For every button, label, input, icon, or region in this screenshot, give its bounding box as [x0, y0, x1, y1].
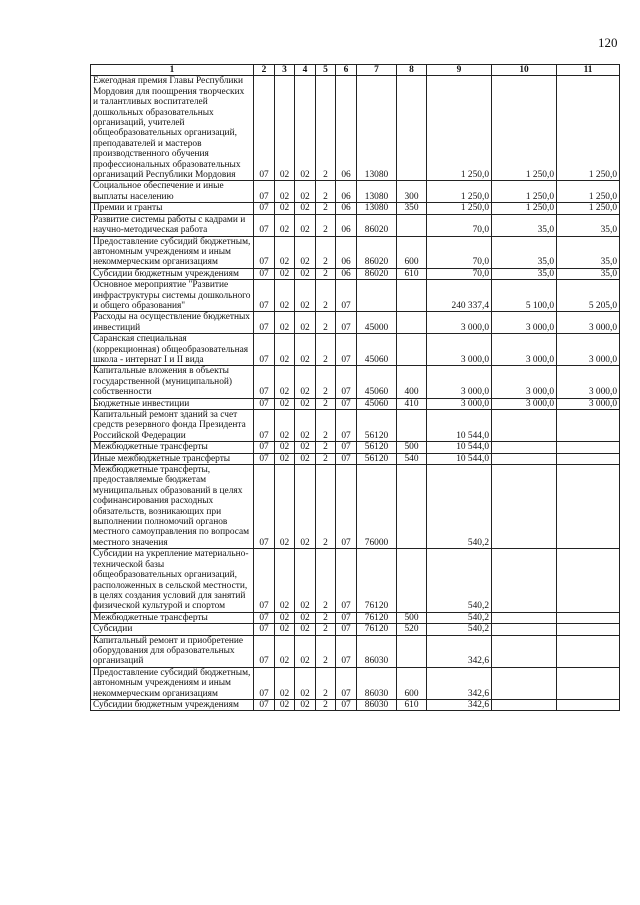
code-cell: 07 [254, 465, 275, 549]
code-cell: 07 [254, 635, 275, 667]
amount-cell: 342,6 [427, 667, 492, 699]
code-cell: 2 [316, 312, 336, 334]
code-cell [397, 214, 427, 236]
amount-cell [557, 699, 620, 710]
table-row [91, 398, 620, 409]
code-cell: 07 [336, 366, 357, 398]
code-cell: 02 [295, 549, 316, 612]
code-cell: 07 [254, 203, 275, 214]
table-row [91, 624, 620, 635]
code-cell: 86030 [357, 667, 397, 699]
row-name-cell: Субсидии бюджетным учреждениям [91, 268, 254, 279]
code-cell: 400 [397, 366, 427, 398]
code-cell: 07 [254, 268, 275, 279]
code-cell: 2 [316, 410, 336, 442]
code-cell: 07 [254, 181, 275, 203]
code-cell: 500 [397, 612, 427, 623]
code-cell: 610 [397, 699, 427, 710]
row-name-cell: Основное мероприятие "Развитие инфраструктуры системы дошкольного и общего образования" [91, 280, 254, 312]
amount-cell: 70,0 [427, 214, 492, 236]
row-name-cell: Социальное обеспечение и иные выплаты населению [91, 181, 254, 203]
code-cell: 06 [336, 268, 357, 279]
row-name-cell: Субсидии бюджетным учреждениям [91, 699, 254, 710]
row-name-cell: Ежегодная премия Главы Республики Мордовия для поощрения творческих и талантливых воспитателей дошкольных образовательных организаций, учителей общеобразовательных организаций, преподавателей и мастеров производственного обучения профессиональных образовательных организаций Республики Мордовия [91, 76, 254, 181]
header-cell: 9 [427, 65, 492, 76]
code-cell: 07 [254, 398, 275, 409]
code-cell: 13080 [357, 76, 397, 181]
code-cell: 2 [316, 442, 336, 453]
amount-cell: 10 544,0 [427, 410, 492, 442]
code-cell: 07 [254, 214, 275, 236]
amount-cell: 5 205,0 [557, 280, 620, 312]
code-cell: 300 [397, 181, 427, 203]
row-name-cell: Предоставление субсидий бюджетным, автономным учреждениям и иным некоммерческим организациям [91, 667, 254, 699]
code-cell: 02 [275, 280, 295, 312]
code-cell: 2 [316, 635, 336, 667]
code-cell: 02 [275, 268, 295, 279]
amount-cell [492, 612, 557, 623]
table-row [91, 236, 620, 268]
header-cell: 8 [397, 65, 427, 76]
code-cell: 02 [295, 268, 316, 279]
code-cell: 07 [254, 76, 275, 181]
amount-cell: 10 544,0 [427, 453, 492, 464]
amount-cell: 10 544,0 [427, 442, 492, 453]
code-cell: 02 [275, 442, 295, 453]
code-cell: 2 [316, 280, 336, 312]
amount-cell [557, 465, 620, 549]
amount-cell: 1 250,0 [557, 203, 620, 214]
amount-cell [557, 667, 620, 699]
amount-cell: 3 000,0 [427, 334, 492, 366]
code-cell: 07 [336, 624, 357, 635]
header-cell: 6 [336, 65, 357, 76]
table-row [91, 268, 620, 279]
amount-cell [557, 549, 620, 612]
code-cell: 02 [295, 236, 316, 268]
code-cell: 02 [295, 214, 316, 236]
code-cell: 02 [295, 442, 316, 453]
code-cell: 02 [295, 76, 316, 181]
code-cell: 410 [397, 398, 427, 409]
amount-cell: 70,0 [427, 236, 492, 268]
code-cell: 540 [397, 453, 427, 464]
amount-cell: 35,0 [492, 236, 557, 268]
code-cell [357, 280, 397, 312]
code-cell: 02 [275, 214, 295, 236]
code-cell: 02 [275, 76, 295, 181]
code-cell: 07 [254, 334, 275, 366]
amount-cell: 3 000,0 [492, 366, 557, 398]
amount-cell: 70,0 [427, 268, 492, 279]
code-cell: 07 [336, 410, 357, 442]
code-cell [397, 635, 427, 667]
code-cell: 600 [397, 236, 427, 268]
code-cell: 07 [254, 280, 275, 312]
amount-cell: 540,2 [427, 549, 492, 612]
code-cell: 07 [336, 334, 357, 366]
code-cell: 06 [336, 236, 357, 268]
amount-cell: 540,2 [427, 612, 492, 623]
amount-cell: 3 000,0 [492, 334, 557, 366]
code-cell: 2 [316, 203, 336, 214]
code-cell: 76000 [357, 465, 397, 549]
code-cell: 45060 [357, 334, 397, 366]
code-cell: 2 [316, 667, 336, 699]
code-cell: 13080 [357, 203, 397, 214]
code-cell: 86030 [357, 635, 397, 667]
code-cell: 06 [336, 203, 357, 214]
code-cell: 07 [254, 236, 275, 268]
table-row [91, 181, 620, 203]
header-cell: 7 [357, 65, 397, 76]
amount-cell [557, 612, 620, 623]
amount-cell [492, 624, 557, 635]
amount-cell: 342,6 [427, 635, 492, 667]
code-cell: 02 [295, 699, 316, 710]
row-name-cell: Капитальный ремонт зданий за счет средств резервного фонда Президента Российской Федерации [91, 410, 254, 442]
header-cell: 10 [492, 65, 557, 76]
code-cell: 02 [295, 453, 316, 464]
amount-cell [492, 699, 557, 710]
page-number: 120 [598, 35, 618, 50]
amount-cell: 3 000,0 [427, 312, 492, 334]
header-row [91, 65, 620, 76]
code-cell: 45060 [357, 366, 397, 398]
table-row [91, 410, 620, 442]
amount-cell: 35,0 [557, 268, 620, 279]
row-name-cell: Капитальные вложения в объекты государственной (муниципальной) собственности [91, 366, 254, 398]
table-row [91, 214, 620, 236]
code-cell: 86020 [357, 236, 397, 268]
amount-cell: 1 250,0 [427, 76, 492, 181]
code-cell: 2 [316, 214, 336, 236]
code-cell: 500 [397, 442, 427, 453]
amount-cell [557, 442, 620, 453]
code-cell: 2 [316, 699, 336, 710]
table-row [91, 203, 620, 214]
amount-cell [492, 410, 557, 442]
code-cell: 2 [316, 398, 336, 409]
code-cell [397, 280, 427, 312]
code-cell: 07 [336, 699, 357, 710]
row-name-cell: Саранская специальная (коррекционная) общеобразовательная школа - интернат I и II вида [91, 334, 254, 366]
code-cell: 02 [295, 667, 316, 699]
amount-cell: 3 000,0 [557, 312, 620, 334]
code-cell: 2 [316, 549, 336, 612]
amount-cell: 240 337,4 [427, 280, 492, 312]
row-name-cell: Развитие системы работы с кадрами и научно-методическая работа [91, 214, 254, 236]
code-cell: 07 [254, 612, 275, 623]
header-cell: 5 [316, 65, 336, 76]
row-name-cell: Межбюджетные трансферты [91, 442, 254, 453]
amount-cell [492, 635, 557, 667]
code-cell [397, 312, 427, 334]
code-cell: 02 [275, 635, 295, 667]
code-cell [397, 76, 427, 181]
amount-cell: 1 250,0 [557, 76, 620, 181]
header-cell: 4 [295, 65, 316, 76]
amount-cell: 3 000,0 [557, 398, 620, 409]
amount-cell: 3 000,0 [427, 366, 492, 398]
code-cell: 2 [316, 268, 336, 279]
table-row [91, 366, 620, 398]
code-cell: 610 [397, 268, 427, 279]
code-cell: 350 [397, 203, 427, 214]
amount-cell [492, 442, 557, 453]
row-name-cell: Капитальный ремонт и приобретение оборудования для образовательных организаций [91, 635, 254, 667]
code-cell: 86020 [357, 268, 397, 279]
code-cell: 02 [295, 410, 316, 442]
code-cell: 45000 [357, 312, 397, 334]
code-cell: 2 [316, 181, 336, 203]
code-cell [397, 465, 427, 549]
code-cell: 06 [336, 214, 357, 236]
code-cell: 02 [275, 181, 295, 203]
code-cell: 02 [275, 624, 295, 635]
code-cell: 86030 [357, 699, 397, 710]
table-row [91, 549, 620, 612]
code-cell: 02 [275, 549, 295, 612]
amount-cell: 3 000,0 [492, 312, 557, 334]
code-cell: 07 [254, 410, 275, 442]
code-cell: 2 [316, 624, 336, 635]
amount-cell [557, 410, 620, 442]
header-cell: 1 [91, 65, 254, 76]
amount-cell: 342,6 [427, 699, 492, 710]
table-row [91, 465, 620, 549]
amount-cell [492, 549, 557, 612]
amount-cell: 1 250,0 [492, 76, 557, 181]
header-cell: 3 [275, 65, 295, 76]
table-row [91, 312, 620, 334]
row-name-cell: Расходы на осуществление бюджетных инвестиций [91, 312, 254, 334]
code-cell: 02 [295, 465, 316, 549]
code-cell: 07 [254, 442, 275, 453]
table-row [91, 453, 620, 464]
code-cell: 2 [316, 453, 336, 464]
table-row [91, 280, 620, 312]
code-cell: 2 [316, 465, 336, 549]
amount-cell: 3 000,0 [427, 398, 492, 409]
amount-cell: 1 250,0 [492, 203, 557, 214]
header-cell: 11 [557, 65, 620, 76]
amount-cell: 540,2 [427, 465, 492, 549]
row-name-cell: Иные межбюджетные трансферты [91, 453, 254, 464]
code-cell: 86020 [357, 214, 397, 236]
amount-cell: 35,0 [492, 268, 557, 279]
code-cell: 02 [275, 699, 295, 710]
amount-cell [557, 453, 620, 464]
code-cell: 02 [295, 203, 316, 214]
code-cell: 02 [275, 465, 295, 549]
code-cell: 02 [275, 236, 295, 268]
code-cell: 45060 [357, 398, 397, 409]
code-cell: 02 [295, 280, 316, 312]
code-cell: 56120 [357, 442, 397, 453]
row-name-cell: Бюджетные инвестиции [91, 398, 254, 409]
code-cell [397, 334, 427, 366]
code-cell: 07 [336, 453, 357, 464]
code-cell: 07 [336, 612, 357, 623]
code-cell: 06 [336, 76, 357, 181]
code-cell: 07 [254, 549, 275, 612]
table-row [91, 442, 620, 453]
table-row [91, 667, 620, 699]
code-cell: 02 [275, 398, 295, 409]
amount-cell [492, 465, 557, 549]
code-cell: 07 [254, 453, 275, 464]
code-cell: 02 [295, 366, 316, 398]
code-cell: 07 [254, 366, 275, 398]
code-cell: 02 [295, 181, 316, 203]
row-name-cell: Субсидии на укрепление материально-технической базы общеобразовательных организаций, расположенных в сельской местности, в целях создания условий для занятий физической культурой и спортом [91, 549, 254, 612]
code-cell: 2 [316, 334, 336, 366]
code-cell: 76120 [357, 624, 397, 635]
code-cell: 2 [316, 612, 336, 623]
code-cell: 02 [295, 398, 316, 409]
code-cell: 56120 [357, 453, 397, 464]
code-cell [397, 410, 427, 442]
amount-cell: 1 250,0 [427, 203, 492, 214]
row-name-cell: Субсидии [91, 624, 254, 635]
amount-cell: 35,0 [557, 214, 620, 236]
code-cell: 07 [336, 635, 357, 667]
code-cell: 02 [275, 667, 295, 699]
table-row [91, 76, 620, 181]
header-cell: 2 [254, 65, 275, 76]
code-cell: 07 [336, 398, 357, 409]
amount-cell: 540,2 [427, 624, 492, 635]
amount-cell: 35,0 [557, 236, 620, 268]
row-name-cell: Предоставление субсидий бюджетным, автономным учреждениям и иным некоммерческим организациям [91, 236, 254, 268]
code-cell: 07 [336, 465, 357, 549]
code-cell: 07 [254, 624, 275, 635]
code-cell: 02 [295, 635, 316, 667]
code-cell: 02 [275, 453, 295, 464]
code-cell: 76120 [357, 612, 397, 623]
code-cell: 02 [275, 312, 295, 334]
table-row [91, 635, 620, 667]
amount-cell: 3 000,0 [492, 398, 557, 409]
code-cell: 02 [275, 203, 295, 214]
code-cell: 2 [316, 236, 336, 268]
row-name-cell: Премии и гранты [91, 203, 254, 214]
amount-cell [557, 635, 620, 667]
code-cell: 2 [316, 76, 336, 181]
code-cell: 02 [295, 312, 316, 334]
budget-table [90, 64, 620, 711]
amount-cell: 1 250,0 [427, 181, 492, 203]
table-row [91, 334, 620, 366]
amount-cell: 1 250,0 [492, 181, 557, 203]
amount-cell: 5 100,0 [492, 280, 557, 312]
amount-cell: 3 000,0 [557, 334, 620, 366]
amount-cell [557, 624, 620, 635]
code-cell: 06 [336, 181, 357, 203]
row-name-cell: Межбюджетные трансферты [91, 612, 254, 623]
code-cell: 2 [316, 366, 336, 398]
code-cell: 07 [336, 667, 357, 699]
code-cell: 02 [295, 612, 316, 623]
table-row [91, 612, 620, 623]
amount-cell: 35,0 [492, 214, 557, 236]
code-cell: 02 [275, 334, 295, 366]
code-cell: 600 [397, 667, 427, 699]
code-cell: 02 [275, 366, 295, 398]
code-cell: 07 [336, 442, 357, 453]
code-cell: 02 [275, 410, 295, 442]
code-cell: 07 [336, 312, 357, 334]
amount-cell: 1 250,0 [557, 181, 620, 203]
code-cell: 13080 [357, 181, 397, 203]
code-cell: 07 [254, 667, 275, 699]
code-cell: 56120 [357, 410, 397, 442]
code-cell: 07 [336, 280, 357, 312]
code-cell: 07 [254, 312, 275, 334]
amount-cell [492, 667, 557, 699]
code-cell: 520 [397, 624, 427, 635]
code-cell: 02 [275, 612, 295, 623]
amount-cell: 3 000,0 [557, 366, 620, 398]
code-cell: 76120 [357, 549, 397, 612]
code-cell: 02 [295, 334, 316, 366]
table-row [91, 699, 620, 710]
code-cell: 02 [295, 624, 316, 635]
code-cell: 07 [254, 699, 275, 710]
amount-cell [492, 453, 557, 464]
code-cell: 07 [336, 549, 357, 612]
code-cell [397, 549, 427, 612]
row-name-cell: Межбюджетные трансферты, предоставляемые бюджетам муниципальных образований в целях софинансирования расходных обязательств, возникающих при выполнении полномочий органов местного самоуправления по вопросам местного значения [91, 465, 254, 549]
